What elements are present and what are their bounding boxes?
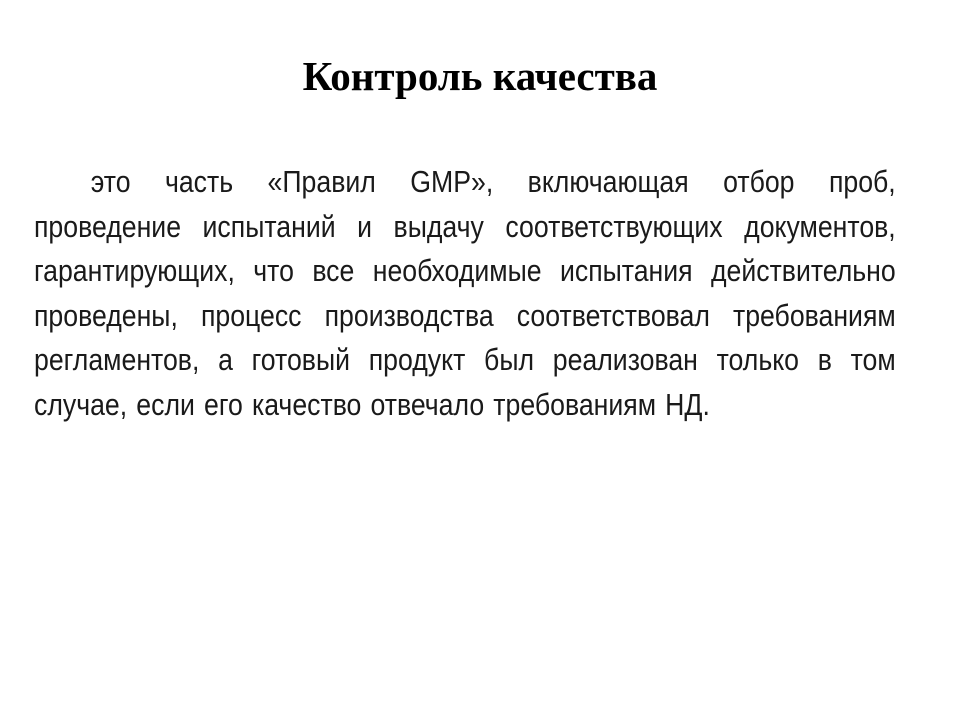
slide-body-text: это часть «Правил GMP», включающая отбор проб, проведение испытаний и выдачу соответствующих документов, гарантирующих, что все необходимые испытания действительно проведены, процесс производства соответствовал требованиям регламентов, а готовый продукт был реализован только в том случае, если его качество отвечало требованиям НД. [34, 164, 896, 422]
slide-title: Контроль качества [302, 53, 658, 99]
